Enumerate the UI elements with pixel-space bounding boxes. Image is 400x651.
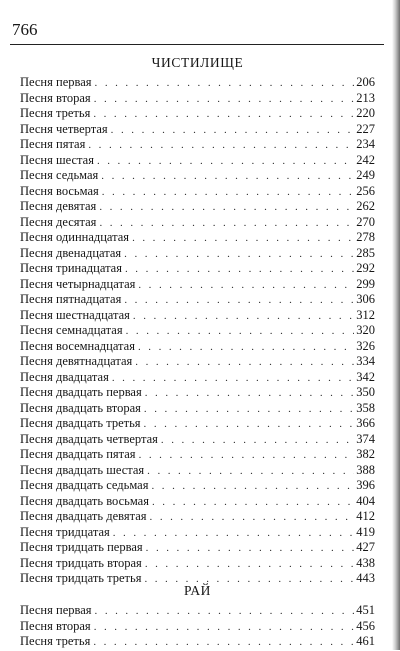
toc-entry-title: Песня тридцать первая [20, 540, 143, 554]
toc-entry [20, 122, 375, 138]
toc-entry-title: Песня первая [20, 603, 92, 617]
toc-entry-title: Песня семнадцатая [20, 323, 123, 337]
toc-entry-title: Песня девятая [20, 199, 97, 213]
toc-entry-page-number: 213 [356, 90, 375, 105]
toc-entry-title: Песня третья [20, 634, 91, 648]
toc-entry-title: Песня тридцатая [20, 524, 110, 539]
dot-leader [150, 510, 355, 526]
toc-entry [20, 478, 375, 494]
dot-leader [135, 355, 354, 371]
section-heading-paradise: РАЙ [183, 583, 212, 598]
toc-entry-title: Песня двадцать вторая [20, 400, 141, 415]
toc-entry [20, 494, 375, 510]
dot-leader [138, 340, 354, 356]
toc-entry-page-number: 312 [356, 307, 375, 322]
toc-entry-title: Песня седьмая [20, 168, 99, 182]
toc-entry [20, 153, 375, 169]
toc-entry-title: Песня тринадцатая [20, 261, 122, 275]
toc-entry [20, 91, 375, 107]
toc-entry-page-number: 382 [356, 447, 375, 461]
dot-leader [152, 495, 354, 511]
toc-entry-page-number: 220 [356, 106, 375, 120]
toc-entry-page-number: 358 [356, 400, 375, 415]
toc-entry-title: Песня четырнадцатая [20, 276, 136, 291]
toc-entry-title: Песня двадцать седьмая [20, 478, 149, 492]
section-heading-purgatory: ЧИСТИЛИЩЕ [151, 55, 244, 70]
toc-list-paradise [20, 603, 375, 650]
toc-entry-page-number: 374 [356, 431, 375, 446]
dot-leader [146, 541, 355, 557]
toc-entry-page-number: 350 [356, 385, 375, 399]
toc-entry-title: Песня шестая [20, 152, 94, 167]
toc-entry [20, 385, 375, 401]
toc-entry-title: Песня двадцать девятая [20, 509, 147, 523]
dot-leader [161, 433, 354, 449]
toc-entry-page-number: 256 [356, 183, 375, 198]
toc-entry-page-number: 342 [356, 369, 375, 384]
toc-entry-page-number: 320 [356, 323, 375, 337]
dot-leader [113, 526, 355, 542]
toc-entry [20, 137, 375, 153]
toc-entry-page-number: 326 [356, 338, 375, 353]
dot-leader [94, 620, 355, 636]
toc-entry [20, 308, 375, 324]
dot-leader [139, 448, 355, 464]
toc-entry [20, 168, 375, 184]
toc-entry-page-number: 396 [356, 478, 375, 492]
dot-leader [88, 138, 354, 154]
toc-entry-title: Песня вторая [20, 618, 91, 633]
header-rule [10, 44, 384, 45]
toc-entry [20, 401, 375, 417]
toc-entry-page-number: 427 [356, 540, 375, 554]
dot-leader [102, 185, 355, 201]
dot-leader [95, 604, 355, 620]
toc-entry [20, 432, 375, 448]
toc-entry [20, 540, 375, 556]
toc-entry-title: Песня третья [20, 106, 91, 120]
dot-leader [145, 557, 354, 573]
toc-entry-page-number: 292 [356, 261, 375, 275]
toc-entry-title: Песня двадцать пятая [20, 447, 136, 461]
toc-entry-title: Песня вторая [20, 90, 91, 105]
dot-leader [147, 464, 354, 480]
dot-leader [93, 107, 354, 123]
dot-leader [133, 309, 354, 325]
dot-leader [111, 123, 355, 139]
toc-entry-page-number: 419 [356, 524, 375, 539]
toc-list-purgatory [20, 75, 375, 587]
toc-entry [20, 416, 375, 432]
dot-leader [93, 635, 354, 651]
toc-entry-title: Песня двадцать третья [20, 416, 141, 430]
toc-entry [20, 215, 375, 231]
toc-entry-title: Песня двенадцатая [20, 245, 122, 260]
toc-entry-page-number: 412 [356, 509, 375, 523]
toc-entry [20, 634, 375, 650]
toc-entry [20, 277, 375, 293]
toc-entry [20, 509, 375, 525]
dot-leader [144, 402, 354, 418]
toc-entry [20, 354, 375, 370]
toc-entry [20, 556, 375, 572]
toc-entry-page-number: 299 [356, 276, 375, 291]
dot-leader [99, 216, 354, 232]
toc-entry-title: Песня девятнадцатая [20, 354, 133, 368]
toc-entry-title: Песня шестнадцатая [20, 307, 130, 322]
dot-leader [125, 262, 354, 278]
toc-entry [20, 261, 375, 277]
dot-leader [145, 386, 355, 402]
toc-entry-title: Песня двадцатая [20, 369, 109, 384]
toc-entry [20, 106, 375, 122]
toc-entry [20, 323, 375, 339]
toc-entry [20, 619, 375, 635]
toc-entry-page-number: 306 [356, 292, 375, 306]
page-number: 766 [12, 20, 38, 39]
toc-entry-page-number: 366 [356, 416, 375, 430]
dot-leader [95, 76, 355, 92]
toc-entry-page-number: 443 [356, 571, 375, 585]
toc-entry [20, 525, 375, 541]
dot-leader [101, 169, 354, 185]
toc-entry [20, 292, 375, 308]
dot-leader [99, 200, 354, 216]
dot-leader [124, 293, 354, 309]
toc-entry-page-number: 270 [356, 214, 375, 229]
toc-entry-title: Песня двадцать четвертая [20, 431, 158, 446]
toc-entry [20, 463, 375, 479]
toc-entry [20, 339, 375, 355]
toc-entry-title: Песня первая [20, 75, 92, 89]
toc-entry-title: Песня двадцать восьмая [20, 493, 149, 508]
toc-entry [20, 447, 375, 463]
toc-entry-page-number: 334 [356, 354, 375, 368]
toc-entry-title: Песня четвертая [20, 121, 108, 136]
toc-entry [20, 230, 375, 246]
toc-entry-page-number: 249 [356, 168, 375, 182]
toc-entry [20, 246, 375, 262]
toc-entry [20, 370, 375, 386]
dot-leader [97, 154, 354, 170]
toc-entry-title: Песня двадцать первая [20, 385, 142, 399]
toc-entry-page-number: 227 [356, 121, 375, 136]
toc-entry [20, 75, 375, 91]
toc-entry-page-number: 456 [356, 618, 375, 633]
toc-entry-page-number: 278 [356, 230, 375, 244]
page-edge-shadow [392, 0, 400, 650]
dot-leader [112, 371, 354, 387]
dot-leader [126, 324, 355, 340]
toc-entry-title: Песня тридцать третья [20, 571, 142, 585]
toc-entry-page-number: 388 [356, 462, 375, 477]
toc-entry-page-number: 234 [356, 137, 375, 151]
toc-entry-page-number: 242 [356, 152, 375, 167]
toc-entry-page-number: 262 [356, 199, 375, 213]
dot-leader [94, 92, 355, 108]
toc-entry-page-number: 285 [356, 245, 375, 260]
toc-entry-page-number: 461 [356, 634, 375, 648]
toc-entry-title: Песня пятая [20, 137, 86, 151]
toc-entry [20, 603, 375, 619]
toc-entry [20, 184, 375, 200]
toc-entry-title: Песня десятая [20, 214, 97, 229]
toc-entry-page-number: 438 [356, 555, 375, 570]
toc-entry-title: Песня тридцать вторая [20, 555, 142, 570]
toc-entry-title: Песня восемнадцатая [20, 338, 135, 353]
toc-entry-page-number: 206 [356, 75, 375, 89]
toc-entry-title: Песня двадцать шестая [20, 462, 145, 477]
toc-entry-page-number: 404 [356, 493, 375, 508]
dot-leader [151, 479, 354, 495]
dot-leader [144, 417, 355, 433]
dot-leader [138, 278, 354, 294]
toc-entry-page-number: 451 [356, 603, 375, 617]
toc-entry-title: Песня одиннадцатая [20, 230, 130, 244]
dot-leader [132, 231, 354, 247]
toc-entry-title: Песня пятнадцатая [20, 292, 122, 306]
toc-entry [20, 199, 375, 215]
dot-leader [124, 247, 354, 263]
toc-entry-title: Песня восьмая [20, 183, 99, 198]
